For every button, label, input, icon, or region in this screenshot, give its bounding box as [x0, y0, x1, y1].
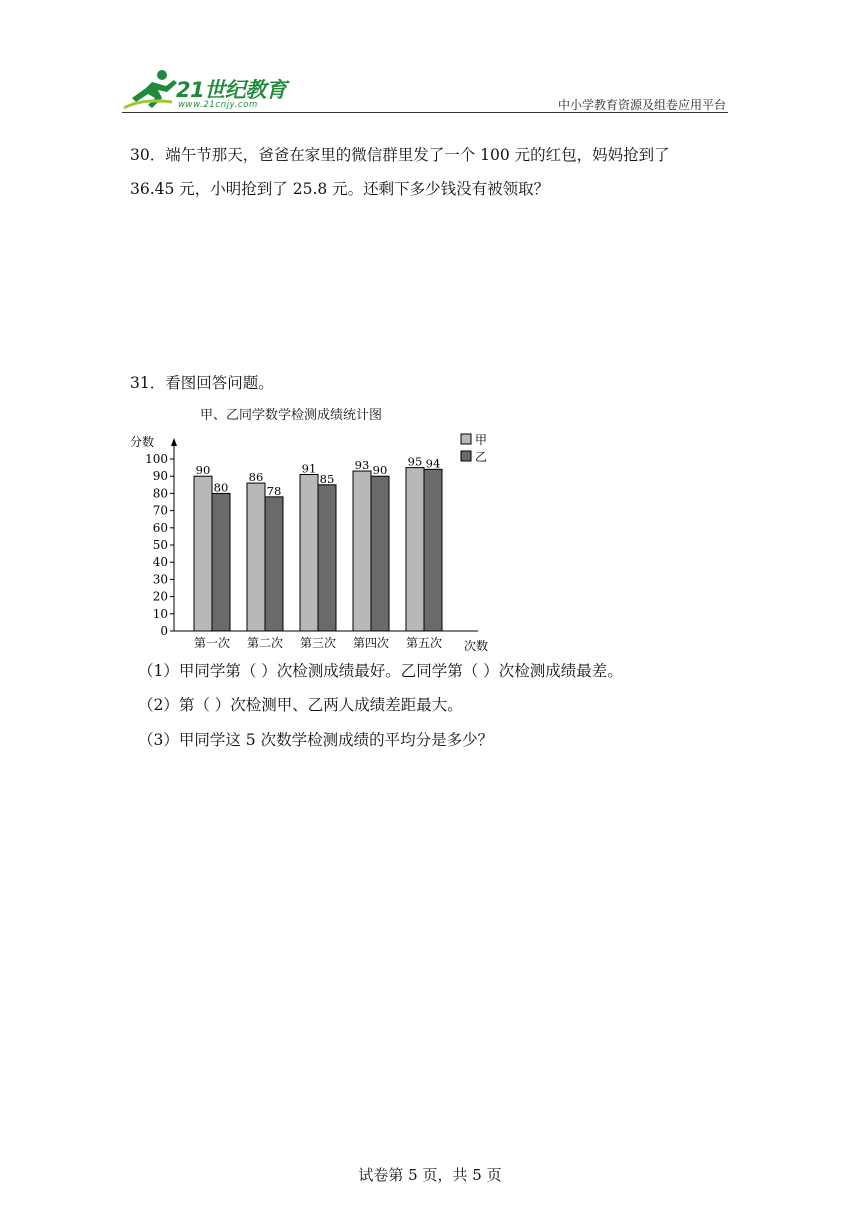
data-label: 95	[407, 454, 423, 469]
bar-甲	[353, 471, 371, 631]
data-label: 93	[354, 458, 370, 473]
bar-乙	[265, 497, 283, 631]
data-label: 94	[425, 456, 441, 471]
bar-甲	[300, 474, 318, 631]
question-30-line2: 36.45 元，小明抢到了 25.8 元。还剩下多少钱没有被领取？	[130, 180, 550, 198]
x-tick-label: 第四次	[352, 636, 390, 650]
question-31-sub2: （2）第（ ）次检测甲、乙两人成绩差距最大。	[138, 696, 463, 714]
platform-label: 中小学教育资源及组卷应用平台	[557, 98, 726, 112]
y-tick-label: 40	[152, 555, 168, 570]
y-axis-label: 分数	[130, 435, 155, 449]
page-footer: 试卷第 5 页，共 5 页	[358, 1166, 502, 1184]
bar-甲	[406, 468, 424, 631]
logo	[122, 66, 302, 114]
y-tick-label: 90	[152, 469, 168, 484]
logo-text: 21世纪教育	[176, 78, 287, 102]
y-tick-label: 30	[152, 572, 168, 587]
bar-乙	[318, 485, 336, 631]
bar-甲	[194, 476, 212, 631]
bar-乙	[371, 476, 389, 631]
x-axis-label: 次数	[464, 639, 489, 653]
y-tick-label: 100	[145, 452, 168, 466]
data-label: 85	[319, 471, 335, 486]
data-label: 80	[213, 480, 229, 495]
data-label: 78	[266, 483, 282, 498]
y-tick-label: 60	[152, 520, 168, 535]
y-tick-label: 70	[152, 503, 168, 518]
y-tick-label: 20	[152, 589, 168, 604]
question-31-sub1: （1）甲同学第（ ）次检测成绩最好。乙同学第（ ）次检测成绩最差。	[138, 662, 623, 680]
y-axis-arrow	[171, 438, 177, 446]
question-31-sub3: （3）甲同学这 5 次数学检测成绩的平均分是多少？	[138, 731, 494, 749]
bar-乙	[212, 493, 230, 631]
header-divider	[122, 112, 728, 113]
y-tick-label: 50	[152, 538, 168, 552]
question-30-line1: 30．端午节那天，爸爸在家里的微信群里发了一个 100 元的红包，妈妈抢到了	[130, 146, 670, 164]
y-tick-label: 0	[160, 624, 168, 638]
y-tick-label: 80	[152, 486, 168, 501]
data-label: 91	[301, 461, 317, 476]
x-tick-label: 第一次	[193, 636, 231, 650]
x-tick-label: 第二次	[246, 636, 284, 650]
bar-chart	[128, 426, 508, 656]
legend-swatch-甲	[461, 434, 471, 444]
page-header	[122, 66, 728, 118]
legend-label: 乙	[475, 450, 488, 464]
data-label: 90	[372, 463, 388, 478]
x-tick-label: 第五次	[405, 636, 443, 650]
y-tick-label: 10	[152, 606, 168, 621]
bar-甲	[247, 483, 265, 631]
chart-title: 甲、乙同学数学检测成绩统计图	[200, 408, 383, 423]
legend-label: 甲	[475, 433, 488, 447]
logo-url: www.21cnjy.com	[178, 100, 258, 110]
legend-swatch-乙	[461, 451, 471, 461]
question-30	[130, 138, 730, 206]
data-label: 90	[195, 463, 211, 478]
x-tick-label: 第三次	[299, 636, 337, 650]
question-31-stem: 31．看图回答问题。	[130, 374, 274, 392]
bar-乙	[424, 469, 442, 631]
runner-logo-icon	[122, 68, 180, 112]
data-label: 86	[248, 470, 264, 485]
